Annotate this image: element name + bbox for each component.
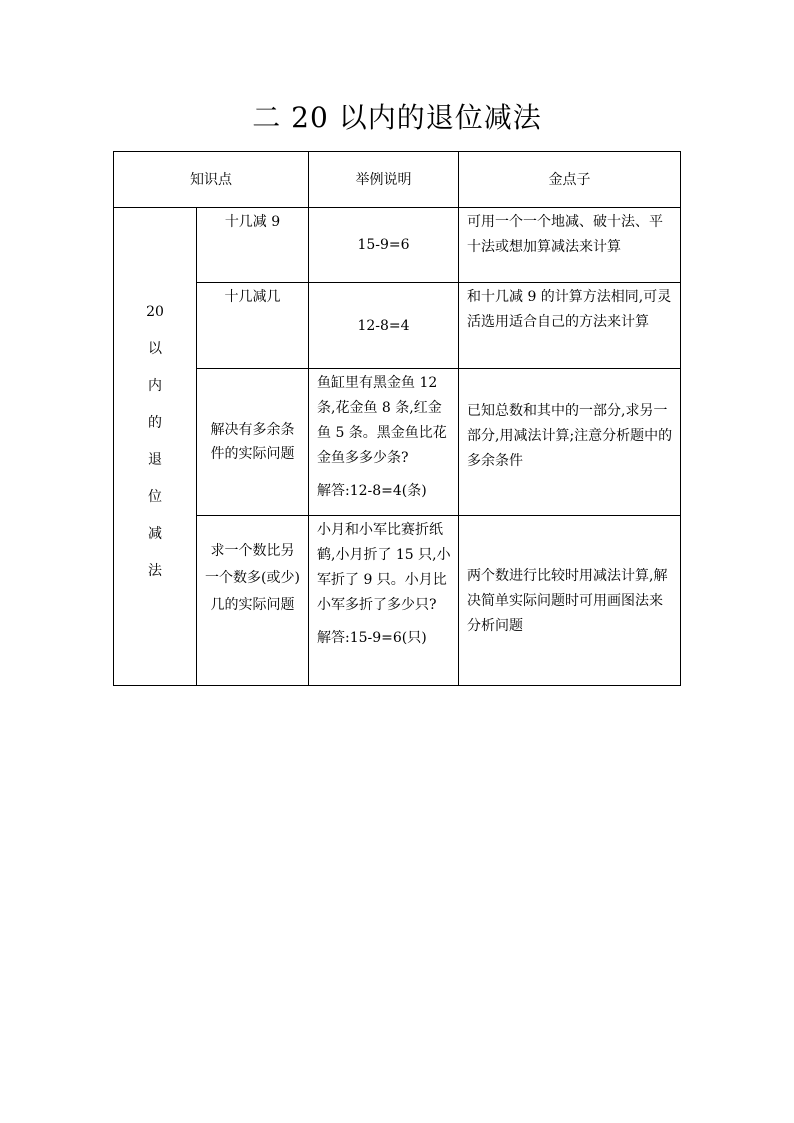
example-cell — [309, 369, 459, 516]
side-char: 以 — [148, 341, 162, 357]
header-row — [114, 152, 681, 208]
example-answer: 解答:15-9=6(只) — [317, 630, 427, 646]
side-char: 退 — [148, 452, 162, 468]
header-tip: 金点子 — [459, 152, 681, 208]
side-char: 减 — [148, 526, 162, 542]
tip-cell: 两个数进行比较时用减法计算,解决简单实际问题时可用画图法来分析问题 — [459, 516, 681, 686]
topic-cell: 解决有多余条件的实际问题 — [197, 369, 309, 516]
side-label-cell — [114, 208, 197, 686]
tip-cell: 和十几减 9 的计算方法相同,可灵活选用适合自己的方法来计算 — [459, 283, 681, 369]
side-char: 20 — [146, 304, 164, 320]
table-row — [114, 208, 681, 283]
header-example: 举例说明 — [309, 152, 459, 208]
topic-cell: 十几减 9 — [197, 208, 309, 283]
example-answer: 解答:12-8=4(条) — [317, 483, 427, 499]
header-knowledge: 知识点 — [114, 152, 309, 208]
table-row — [114, 283, 681, 369]
topic-cell: 求一个数比另一个数多(或少)几的实际问题 — [197, 516, 309, 686]
knowledge-table — [113, 151, 681, 686]
side-char: 法 — [148, 563, 162, 579]
table-row — [114, 369, 681, 516]
tip-cell: 已知总数和其中的一部分,求另一部分,用减法计算;注意分析题中的多余条件 — [459, 369, 681, 516]
side-char: 内 — [148, 378, 162, 394]
table-row — [114, 516, 681, 686]
example-cell: 15-9=6 — [309, 208, 459, 283]
tip-cell: 可用一个一个地减、破十法、平十法或想加算减法来计算 — [459, 208, 681, 283]
side-char: 位 — [148, 489, 162, 505]
example-cell: 12-8=4 — [309, 283, 459, 369]
topic-cell: 十几减几 — [197, 283, 309, 369]
example-cell — [309, 516, 459, 686]
example-text: 小月和小军比赛折纸鹤,小月折了 15 只,小军折了 9 只。小月比小军多折了多少只? — [317, 522, 451, 613]
page-title: 二 20 以内的退位减法 — [252, 101, 542, 134]
side-label — [114, 208, 196, 596]
example-text: 鱼缸里有黑金鱼 12 条,花金鱼 8 条,红金鱼 5 条。黑金鱼比花金鱼多多少条? — [317, 375, 447, 466]
side-char: 的 — [148, 415, 162, 431]
